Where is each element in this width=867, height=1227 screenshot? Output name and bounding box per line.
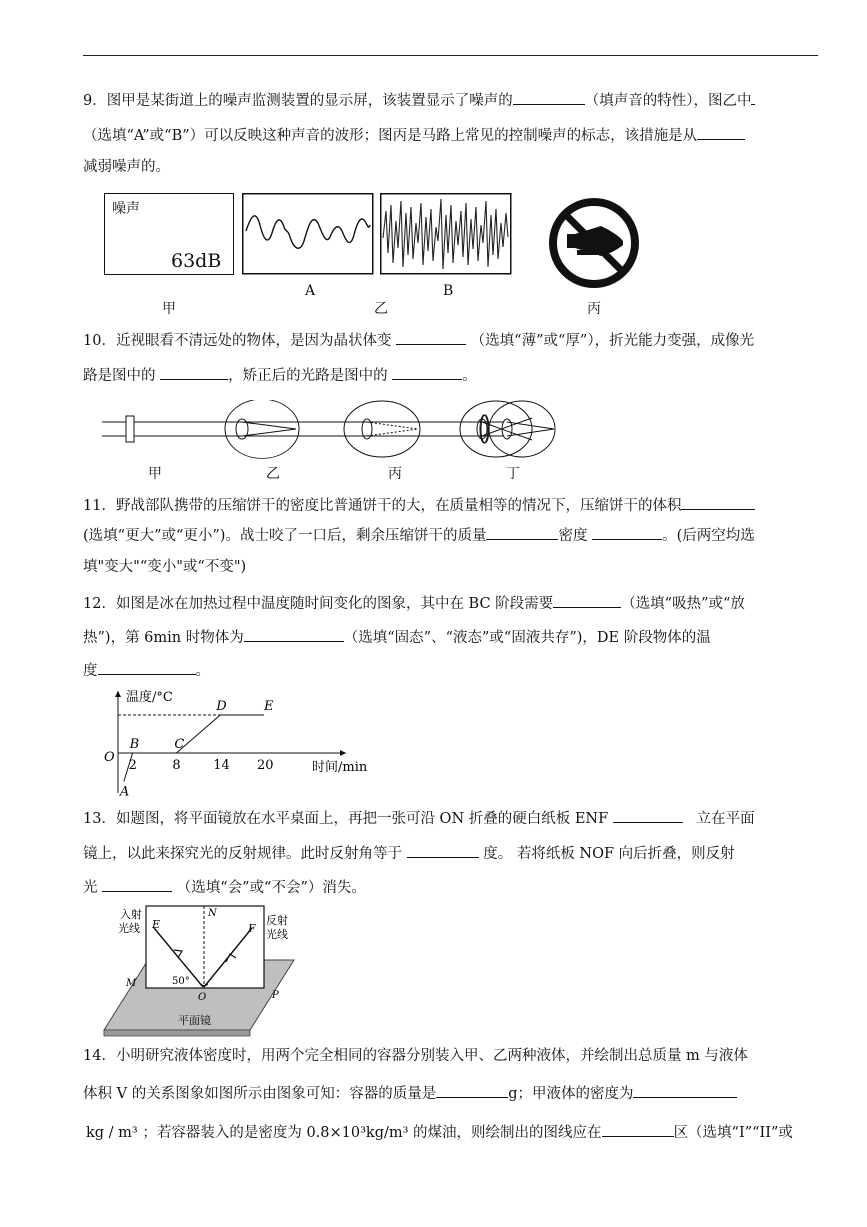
q14-line-2 [83, 1082, 737, 1104]
q14-blank-3[interactable] [602, 1121, 674, 1137]
label-incident-2: 光线 [118, 922, 140, 935]
q14-text: 区（选填“I”“II”或 [673, 1125, 793, 1141]
q13-text: 度。 若将纸板 NOF 向后折叠，则反射 [483, 846, 735, 862]
page-top-rule [83, 55, 818, 56]
mirror-label: 平面镜 [178, 1014, 211, 1027]
noise-monitor-screen [104, 193, 234, 275]
q12-text: 12．如图是冰在加热过程中温度随时间变化的图象，其中在 BC 阶段需要 [83, 596, 554, 612]
q14-line-3 [86, 1121, 793, 1143]
reflection-diagram [100, 902, 305, 1038]
q14-text: 14．小明研究液体密度时，用两个完全相同的容器分别装入甲、乙两种液体，并绘制出总质量 m 与液体 [83, 1048, 748, 1064]
caption-jia-2: 甲 [148, 466, 162, 482]
label-E: E [152, 918, 161, 931]
q12-text: 度 [83, 663, 98, 679]
q13-line-3 [83, 876, 366, 898]
q12-text: （选填“固态”、“液态”或“固液共存”)，DE 阶段物体的温 [343, 630, 711, 646]
label-M: M [126, 978, 137, 989]
waveform-a [242, 193, 374, 276]
label-N: N [208, 908, 217, 919]
point-label-B: B [129, 737, 140, 752]
heating-curve-line [124, 715, 264, 782]
eye-diagram-ding [452, 400, 558, 462]
q13-blank-2[interactable] [407, 842, 479, 858]
q10-text: ，矫正后的光路是图中的 [228, 368, 388, 384]
label-reflect-2: 光线 [266, 928, 288, 941]
label-O: O [198, 992, 207, 1003]
origin-label: O [104, 750, 115, 765]
q10-text: 路是图中的 [83, 368, 156, 384]
q12-text: 热”)，第 6min 时物体为 [83, 630, 244, 646]
q13-text: （选填“会”或“不会”）消失。 [176, 880, 366, 896]
q13-text: 光 [83, 880, 98, 896]
label-reflect-1: 反射 [266, 914, 288, 927]
caption-jia: 甲 [162, 301, 176, 317]
q12-line-2 [83, 626, 711, 648]
label-incident-1: 入射 [120, 908, 142, 921]
q13-blank-3[interactable] [102, 876, 172, 892]
q10-blank-2[interactable] [160, 364, 228, 380]
q10-line-2 [83, 364, 477, 386]
q11-blank-3[interactable] [592, 524, 662, 540]
point-label-E: E [264, 699, 274, 714]
point-label-A: A [119, 784, 130, 797]
q14-blank-2[interactable] [633, 1082, 737, 1098]
no-honking-sign-icon [547, 196, 641, 290]
x-tick-20: 20 [257, 758, 274, 773]
waveform-b-label: B [443, 283, 454, 299]
q13-text: 镜上，以此来探究光的反射规律。此时反射角等于 [83, 846, 402, 862]
q9-line-2 [83, 124, 745, 146]
x-tick-2: 2 [128, 758, 137, 773]
q12-text: （选填“吸热”或“放 [621, 596, 745, 612]
q12-line-1 [83, 592, 745, 614]
q11-line-1 [83, 494, 755, 516]
waveform-a-label: A [305, 283, 316, 299]
q12-blank-3[interactable] [98, 659, 196, 675]
q11-line-2 [83, 524, 755, 546]
q13-line-1 [83, 807, 755, 829]
q10-line-1 [83, 329, 754, 351]
q14-text: kg / m³ ；若容器装入的是密度为 0.8×10³kg/m³ 的煤油，则绘制出的图线应在 [86, 1125, 602, 1141]
q11-text: 填"变大"“变小"或“不变") [83, 559, 247, 575]
q9-text: （选填“A”或“B”）可以反映这种声音的波形；图丙是马路上常见的控制噪声的标志，该措施是从 [83, 128, 698, 144]
q9-line-1 [83, 89, 755, 111]
caption-yi-2: 乙 [266, 466, 280, 482]
white-cardboard [146, 906, 264, 988]
q12-blank-1[interactable] [553, 592, 621, 608]
q13-blank-1[interactable] [613, 807, 683, 823]
q13-text: 13．如题图，将平面镜放在水平桌面上，再把一张可沿 ON 折叠的硬白纸板 ENF [83, 811, 609, 827]
q12-line-3 [83, 659, 210, 681]
q11-blank-1[interactable] [681, 494, 755, 510]
q9-blank-2[interactable] [751, 89, 755, 105]
heating-curve-chart [100, 685, 380, 797]
caption-ding: 丁 [506, 466, 520, 482]
angle-label: 50° [172, 976, 190, 987]
q9-line-3 [83, 157, 170, 177]
caption-bing: 丙 [587, 301, 601, 317]
y-axis-label: 温度/°C [126, 690, 173, 705]
q11-line-3 [83, 557, 246, 577]
x-tick-8: 8 [172, 758, 181, 773]
q10-blank-3[interactable] [392, 364, 462, 380]
q11-text: 11．野战部队携带的压缩饼干的密度比普通饼干的大，在质量相等的情况下，压缩饼干的体积 [83, 498, 682, 514]
q9-text: 9．图甲是某街道上的噪声监测装置的显示屏，该装置显示了噪声的 [83, 93, 513, 109]
q9-text: 减弱噪声的。 [83, 159, 170, 175]
point-label-C: C [174, 737, 185, 752]
label-F: F [248, 922, 256, 935]
q10-text: 10．近视眼看不清远处的物体，是因为晶状体变 [83, 333, 392, 349]
q12-text: 。 [195, 663, 210, 679]
caption-bing-2: 丙 [388, 466, 402, 482]
q10-text: 。 [462, 368, 477, 384]
point-label-D: D [216, 699, 227, 714]
q14-line-1 [83, 1046, 748, 1066]
mirror-edge [104, 1030, 250, 1036]
q14-text: 体积 V 的关系图象如图所示由图象可知：容器的质量是 [83, 1086, 437, 1102]
q14-blank-1[interactable] [436, 1082, 508, 1098]
q11-text: (选填“更大”或“更小”)。战士咬了一口后，剩余压缩饼干的质量 [83, 528, 487, 544]
waveform-b [380, 193, 512, 276]
x-axis-label: 时间/min [312, 760, 368, 775]
q10-blank-1[interactable] [396, 329, 466, 345]
q13-line-2 [83, 842, 735, 864]
q11-text: 。(后两空均选 [662, 528, 755, 544]
noise-monitor-value: 63dB [171, 250, 222, 272]
noise-monitor-label: 噪声 [112, 201, 140, 217]
q11-text: 密度 [558, 528, 588, 544]
q9-text: （填声音的特性），图乙中 [584, 93, 752, 109]
q14-text: g；甲液体的密度为 [508, 1086, 634, 1102]
q12-blank-2[interactable] [244, 626, 344, 642]
q13-text: 立在平面 [696, 811, 755, 827]
q9-blank-3[interactable] [697, 124, 745, 140]
caption-yi: 乙 [374, 301, 388, 317]
q11-blank-2[interactable] [486, 524, 558, 540]
x-tick-14: 14 [213, 758, 230, 773]
q10-text: （选填“薄”或“厚”），折光能力变强，成像光 [470, 333, 755, 349]
label-P: P [272, 990, 279, 1001]
q9-blank-1[interactable] [513, 89, 585, 105]
